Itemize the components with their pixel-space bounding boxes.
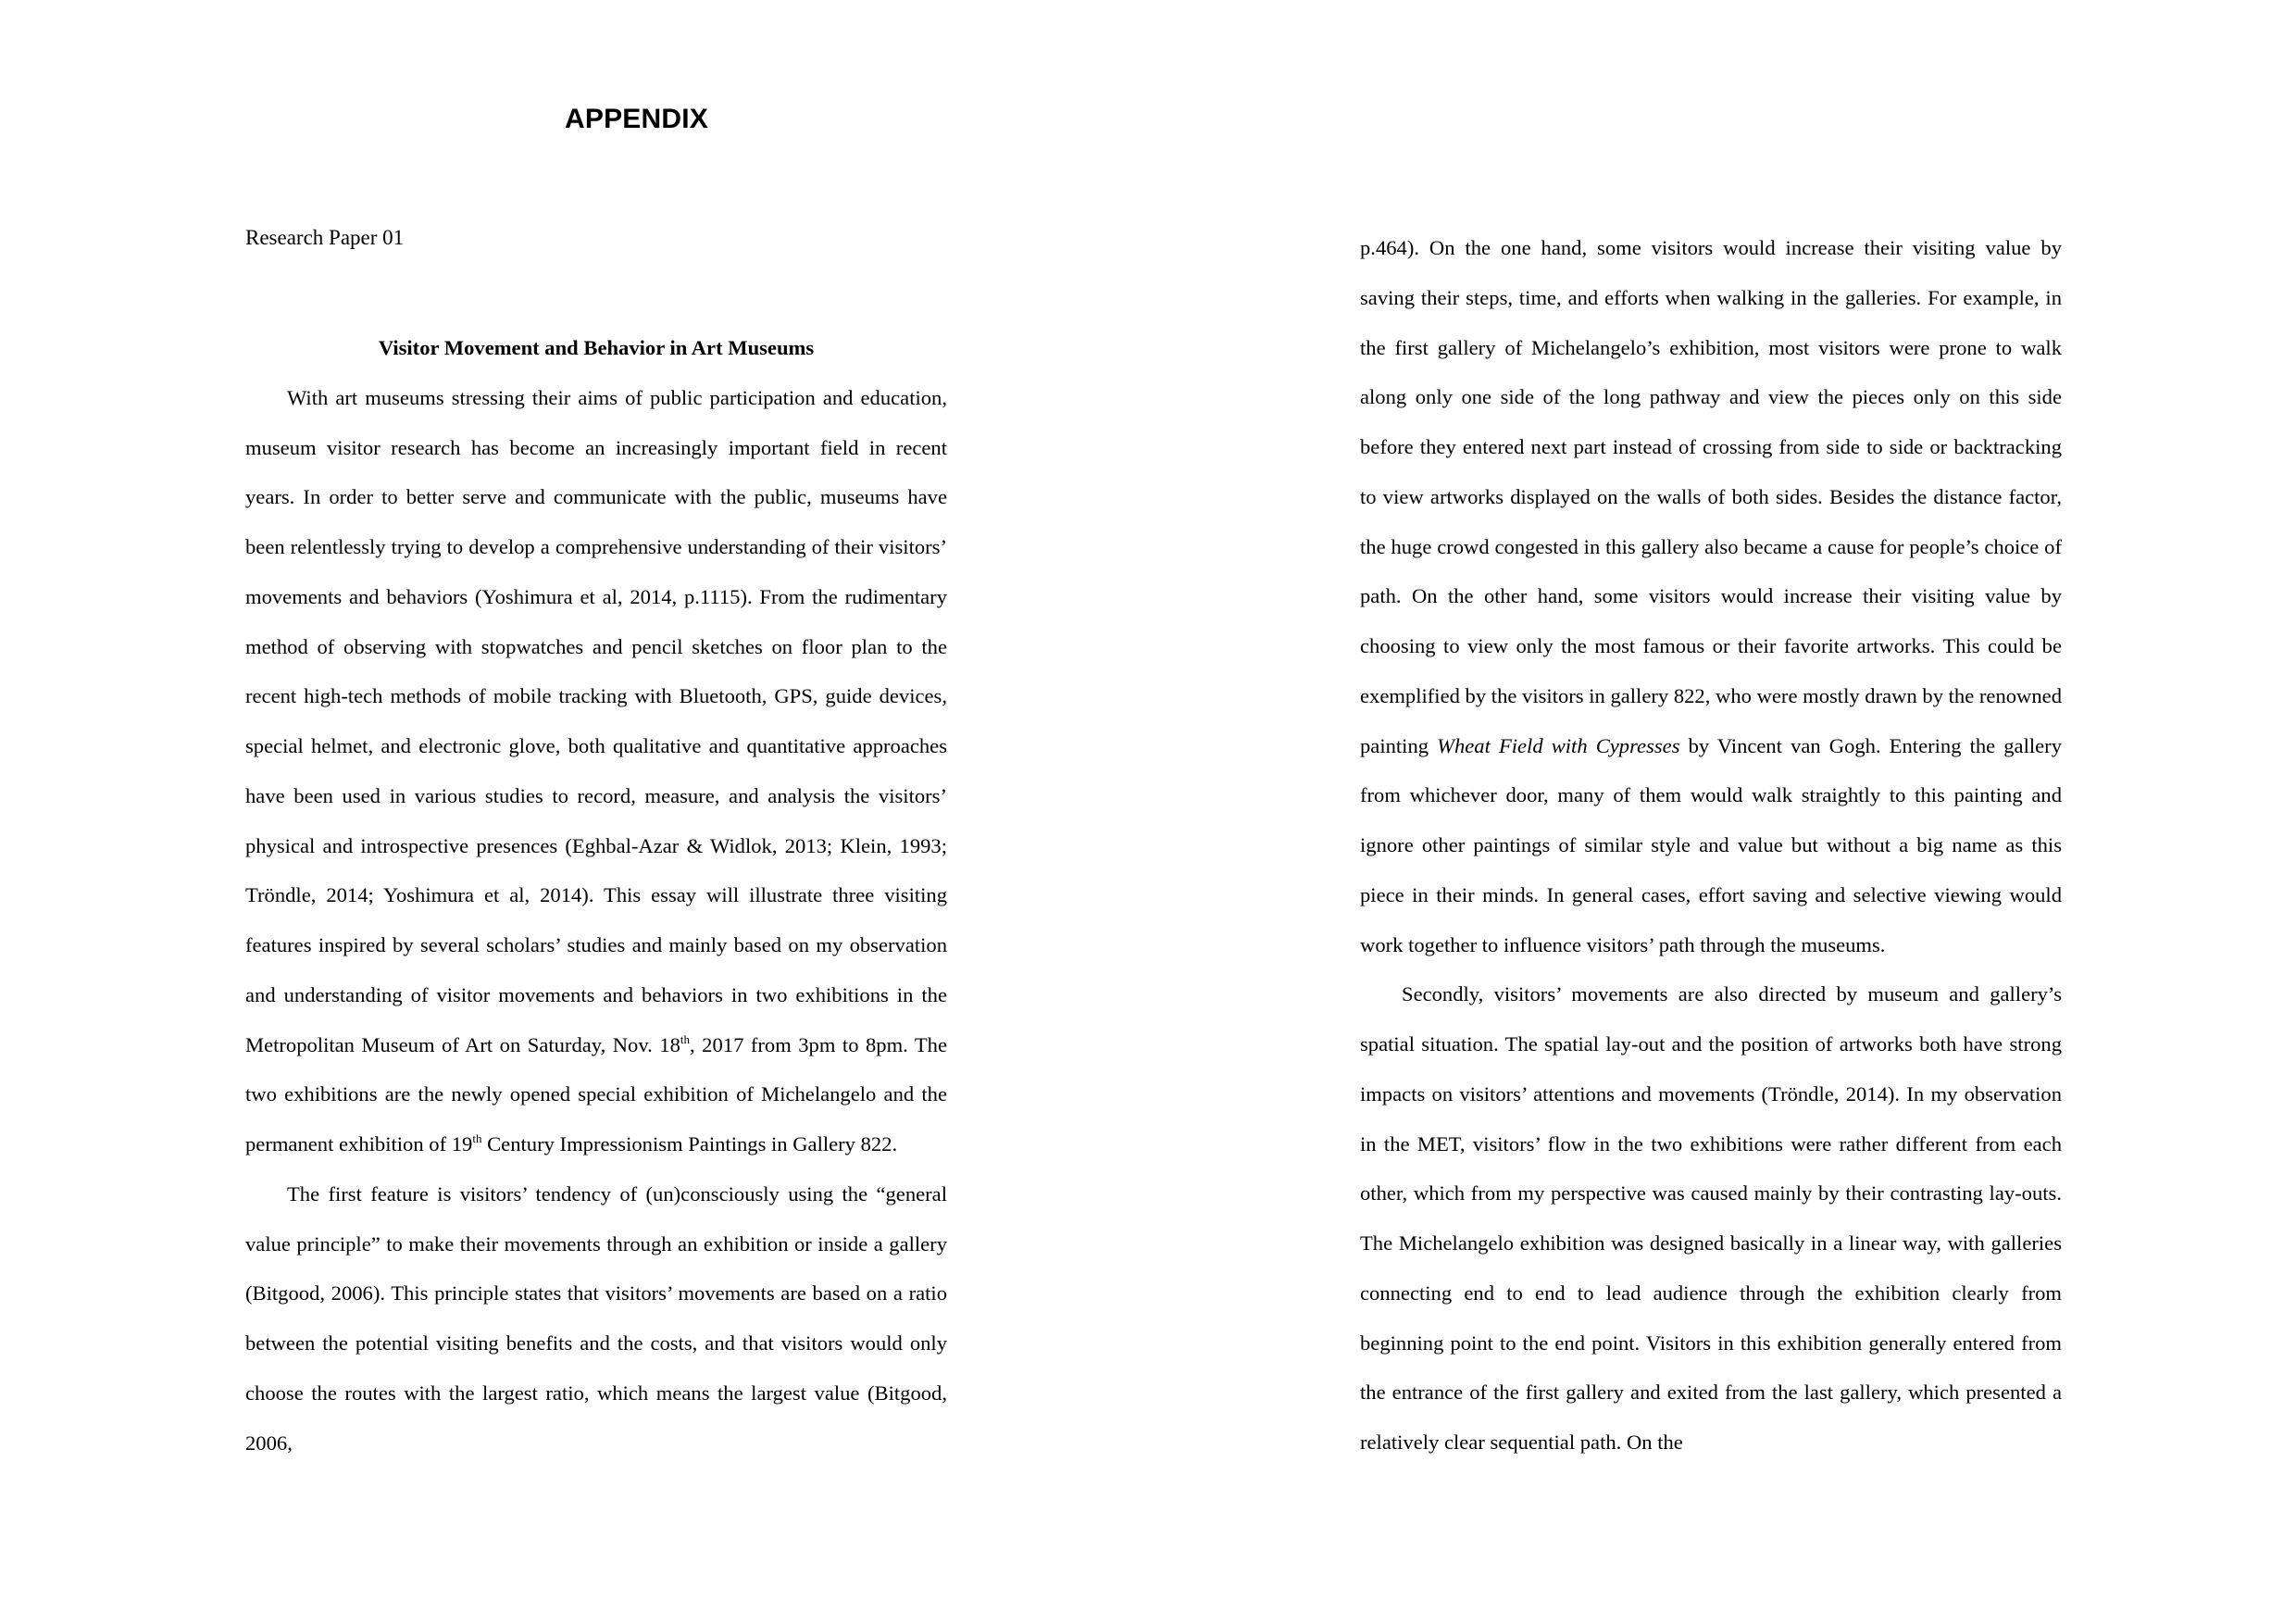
paragraph-second-feature: Secondly, visitors’ movements are also directed by museum and gallery’s spatial situation. The spatial lay-out and the position of artworks both have strong impacts on visitors’ attentions and movements (Tröndle, 2014). In my observation in the MET, visitors’ flow in the two exhibitions were rather different from each other, which from my perspective was caused mainly by their contrasting lay-outs. The Michelangelo exhibition was designed basically in a linear way, with galleries connecting end to end to lead audience through the exhibition clearly from beginning point to the end point. Visitors in this exhibition generally entered from the entrance of the first gallery and exited from the last gallery, which presented a relatively clear sequential path. On the: [1360, 982, 2062, 1454]
right-column: [1360, 223, 2062, 1468]
paragraph-continued-text-a: p.464). On the one hand, some visitors would increase their visiting value by saving their steps, time, and efforts when walking in the galleries. For example, in the first gallery of Michelangelo’s exhibition, most visitors were prone to walk along only one side of the long pathway and view the pieces only on this side before they entered next part instead of crossing from side to side or backtracking to view artworks displayed on the walls of both sides. Besides the distance factor, the huge crowd congested in this gallery also became a cause for people’s choice of path. On the other hand, some visitors would increase their visiting value by choosing to view only the most famous or their favorite artworks. This could be exemplified by the visitors in gallery 822, who were mostly drawn by the renowned painting: [1360, 236, 2062, 757]
paragraph-intro: [245, 373, 947, 1169]
superscript-th-1: th: [680, 1031, 691, 1046]
superscript-th-2: th: [472, 1131, 482, 1145]
painting-title: Wheat Field with Cypresses: [1437, 733, 1680, 757]
paragraph-intro-text-b: , 2017 from 3pm to 8pm. The two exhibitions are the newly opened special exhibition of Michelangelo and the permanent exhibition of 19: [245, 1032, 947, 1156]
research-paper-label: Research Paper 01: [245, 226, 405, 249]
left-column: [245, 323, 947, 1468]
paragraph-first-feature-continued: [1360, 223, 2062, 969]
paper-title: Visitor Movement and Behavior in Art Museums: [378, 336, 815, 359]
paragraph-first-feature: The first feature is visitors’ tendency of (un)consciously using the “general value principle” to make their movements through an exhibition or inside a gallery (Bitgood, 2006). This principle states that visitors’ movements are based on a ratio between the potential visiting benefits and the costs, and that visitors would only choose the routes with the largest ratio, which means the largest value (Bitgood, 2006,: [245, 1181, 947, 1455]
paragraph-continued-text-b: by Vincent van Gogh. Entering the gallery from whichever door, many of them would walk straightly to this painting and ignore other paintings of similar style and value but without a big name as this piece in their minds. In general cases, effort saving and selective viewing would work together to influence visitors’ path through the museums.: [1360, 733, 2062, 956]
paragraph-intro-text-a: With art museums stressing their aims of public participation and education, museum visitor research has become an increasingly important field in recent years. In order to better serve and communicate with the public, museums have been relentlessly trying to develop a comprehensive understanding of their visitors’ movements and behaviors (Yoshimura et al, 2014, p.1115). From the rudimentary method of observing with stopwatches and pencil sketches on floor plan to the recent high-tech methods of mobile tracking with Bluetooth, GPS, guide devices, special helmet, and electronic glove, both qualitative and quantitative approaches have been used in various studies to record, measure, and analysis the visitors’ physical and introspective presences (Eghbal-Azar & Widlok, 2013; Klein, 1993; Tröndle, 2014; Yoshimura et al, 2014). This essay will illustrate three visiting features inspired by several scholars’ studies and mainly based on my observation and understanding of visitor movements and behaviors in two exhibitions in the Metropolitan Museum of Art on Saturday, Nov. 18: [245, 385, 947, 1056]
paragraph-intro-text-c: Century Impressionism Paintings in Gallery 822.: [481, 1132, 898, 1156]
appendix-heading: APPENDIX: [565, 104, 708, 134]
